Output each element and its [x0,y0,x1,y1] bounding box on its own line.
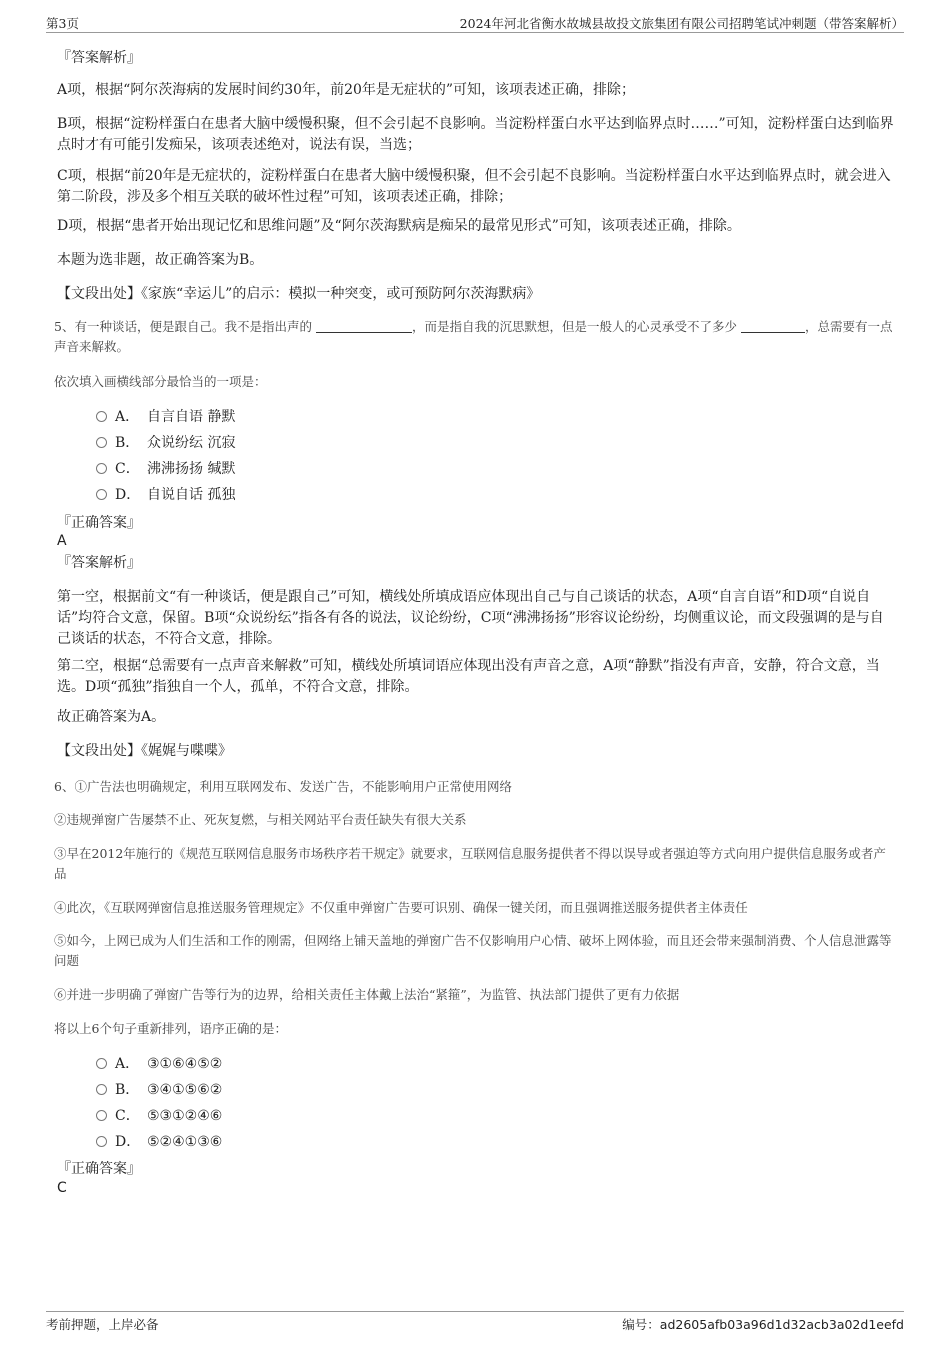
q5-analysis-title: 『答案解析』 [57,555,141,571]
radio-icon[interactable] [96,489,107,500]
q4-analysis-b: B项，根据“淀粉样蛋白在患者大脑中缓慢积聚，但不会引起不良影响。当淀粉样蛋白水平达到临界点时……”可知，淀粉样蛋白达到临界点时才有可能引发痴呆，该项表述绝对，说法有误，当选； [57,116,894,153]
option-text: ③④①⑤⑥② [147,1082,223,1098]
footer-id-label: 编号： [622,1317,660,1332]
q5-source: 【文段出处】《娓娓与喋喋》 [57,743,232,759]
q6-sentence-3: ③早在2012年施行的《规范互联网信息服务市场秩序若干规定》就要求，互联网信息服务提供者不得以误导或者强迫等方式向用户提供信息服务或者产品 [54,846,886,881]
document-title: 2024年河北省衡水故城县故投文旅集团有限公司招聘笔试冲刺题（带答案解析） [459,16,904,31]
q4-analysis-title: 『答案解析』 [57,50,141,66]
option-text: ⑤③①②④⑥ [147,1108,223,1124]
option-letter: B． [115,1082,140,1098]
option-letter: B． [115,435,140,451]
option-text: 众说纷纭 沉寂 [147,435,236,451]
option-text: ③①⑥④⑤② [147,1056,223,1072]
q6-sentence-6: ⑥并进一步明确了弹窗广告等行为的边界，给相关责任主体戴上法治“紧箍”，为监管、执法部门提供了更有力依据 [54,987,680,1002]
q5-stem-part-1: 5、有一种谈话，便是跟自己。我不是指出声的 [54,319,312,334]
q5-analysis-2: 第二空，根据“总需要有一点声音来解救”可知，横线处所填词语应体现出没有声音之意，A项“静默”指没有声音，安静，符合文意，当选。D项“孤独”指独自一个人，孤单，不符合文意，排除。 [57,658,880,695]
q5-analysis-1: 第一空，根据前文“有一种谈话，便是跟自己”可知，横线处所填成语应体现出自己与自己谈话的状态，A项“自言自语”和D项“自说自话”均符合文意，保留。B项“众说纷纭”指各有各的说法，议论纷纷，C项“沸沸扬扬”形容议论纷纷，均侧重议论，而文段强调的是与自己谈话的状态，不符合文意，排除。 [57,589,884,647]
q5-blank-1 [316,320,412,333]
option-letter: D． [115,487,141,503]
footer-id-code: ad2605afb03a96d1d32acb3a02d1eefd [659,1317,904,1332]
option-letter: A． [115,1056,140,1072]
option-letter: A． [115,409,140,425]
option-text: ⑤②④①③⑥ [147,1134,223,1150]
q5-conclusion: 故正确答案为A。 [57,709,166,725]
q5-option-a[interactable] [96,407,235,427]
q6-option-d[interactable] [96,1132,222,1152]
q5-answer: A [57,533,67,549]
radio-icon[interactable] [96,437,107,448]
q6-answer: C [57,1180,67,1196]
q6-sentence-1: 6、①广告法也明确规定，利用互联网发布、发送广告，不能影响用户正常使用网络 [54,779,512,794]
page-footer [46,1311,904,1337]
q6-sentence-4: ④此次，《互联网弹窗信息推送服务管理规定》不仅重申弹窗广告要可识别、确保一键关闭，而且强调推送服务提供者主体责任 [54,900,748,915]
q4-analysis-c: C项，根据“前20年是无症状的，淀粉样蛋白在患者大脑中缓慢积聚，但不会引起不良影响。当淀粉样蛋白水平达到临界点时，就会进入第二阶段，涉及多个相互关联的破坏性过程”可知，该项表述正确，排除； [57,168,891,205]
radio-icon[interactable] [96,463,107,474]
q6-sentence-5: ⑤如今，上网已成为人们生活和工作的刚需，但网络上铺天盖地的弹窗广告不仅影响用户心情、破坏上网体验，而且还会带来强制消费、个人信息泄露等问题 [54,933,892,968]
option-letter: D． [115,1134,141,1150]
page-number: 第3页 [46,16,79,31]
option-text: 沸沸扬扬 缄默 [147,461,236,477]
q5-stem [54,317,894,357]
q6-sentence-2: ②违规弹窗广告屡禁不止、死灰复燃，与相关网站平台责任缺失有很大关系 [54,812,467,827]
q5-stem-part-3: ，总需要有一点声音来解救。 [54,319,893,354]
option-text: 自言自语 静默 [147,409,236,425]
radio-icon[interactable] [96,1136,107,1147]
q6-option-a[interactable] [96,1054,222,1074]
q6-answer-title: 『正确答案』 [57,1161,141,1177]
radio-icon[interactable] [96,1084,107,1095]
q6-option-b[interactable] [96,1080,222,1100]
q5-blank-2 [741,320,805,333]
option-letter: C． [115,461,140,477]
q4-analysis-d: D项，根据“患者开始出现记忆和思维问题”及“阿尔茨海默病是痴呆的最常见形式”可知，该项表述正确，排除。 [57,218,741,234]
q5-answer-title: 『正确答案』 [57,515,141,531]
radio-icon[interactable] [96,1110,107,1121]
footer-slogan: 考前押题，上岸必备 [46,1317,159,1332]
footer-id [622,1315,904,1333]
option-text: 自说自话 孤独 [147,487,236,503]
q5-stem-part-2: ，而是指自我的沉思默想，但是一般人的心灵承受不了多少 [411,319,737,334]
q5-option-b[interactable] [96,433,235,453]
q4-analysis-a: A项，根据“阿尔茨海病的发展时间约30年，前20年是无症状的”可知，该项表述正确，排除； [57,82,636,98]
q5-option-d[interactable] [96,485,235,505]
q4-source: 【文段出处】《家族“幸运儿”的启示：模拟一种突变，或可预防阿尔茨海默病》 [57,286,541,302]
q4-conclusion: 本题为选非题，故正确答案为B。 [57,252,264,268]
radio-icon[interactable] [96,1058,107,1069]
page-header [46,14,904,33]
q5-prompt: 依次填入画横线部分最恰当的一项是： [54,374,267,389]
option-letter: C． [115,1108,140,1124]
radio-icon[interactable] [96,411,107,422]
q6-option-c[interactable] [96,1106,222,1126]
q6-prompt: 将以上6个句子重新排列，语序正确的是： [54,1021,287,1036]
q5-option-c[interactable] [96,459,235,479]
